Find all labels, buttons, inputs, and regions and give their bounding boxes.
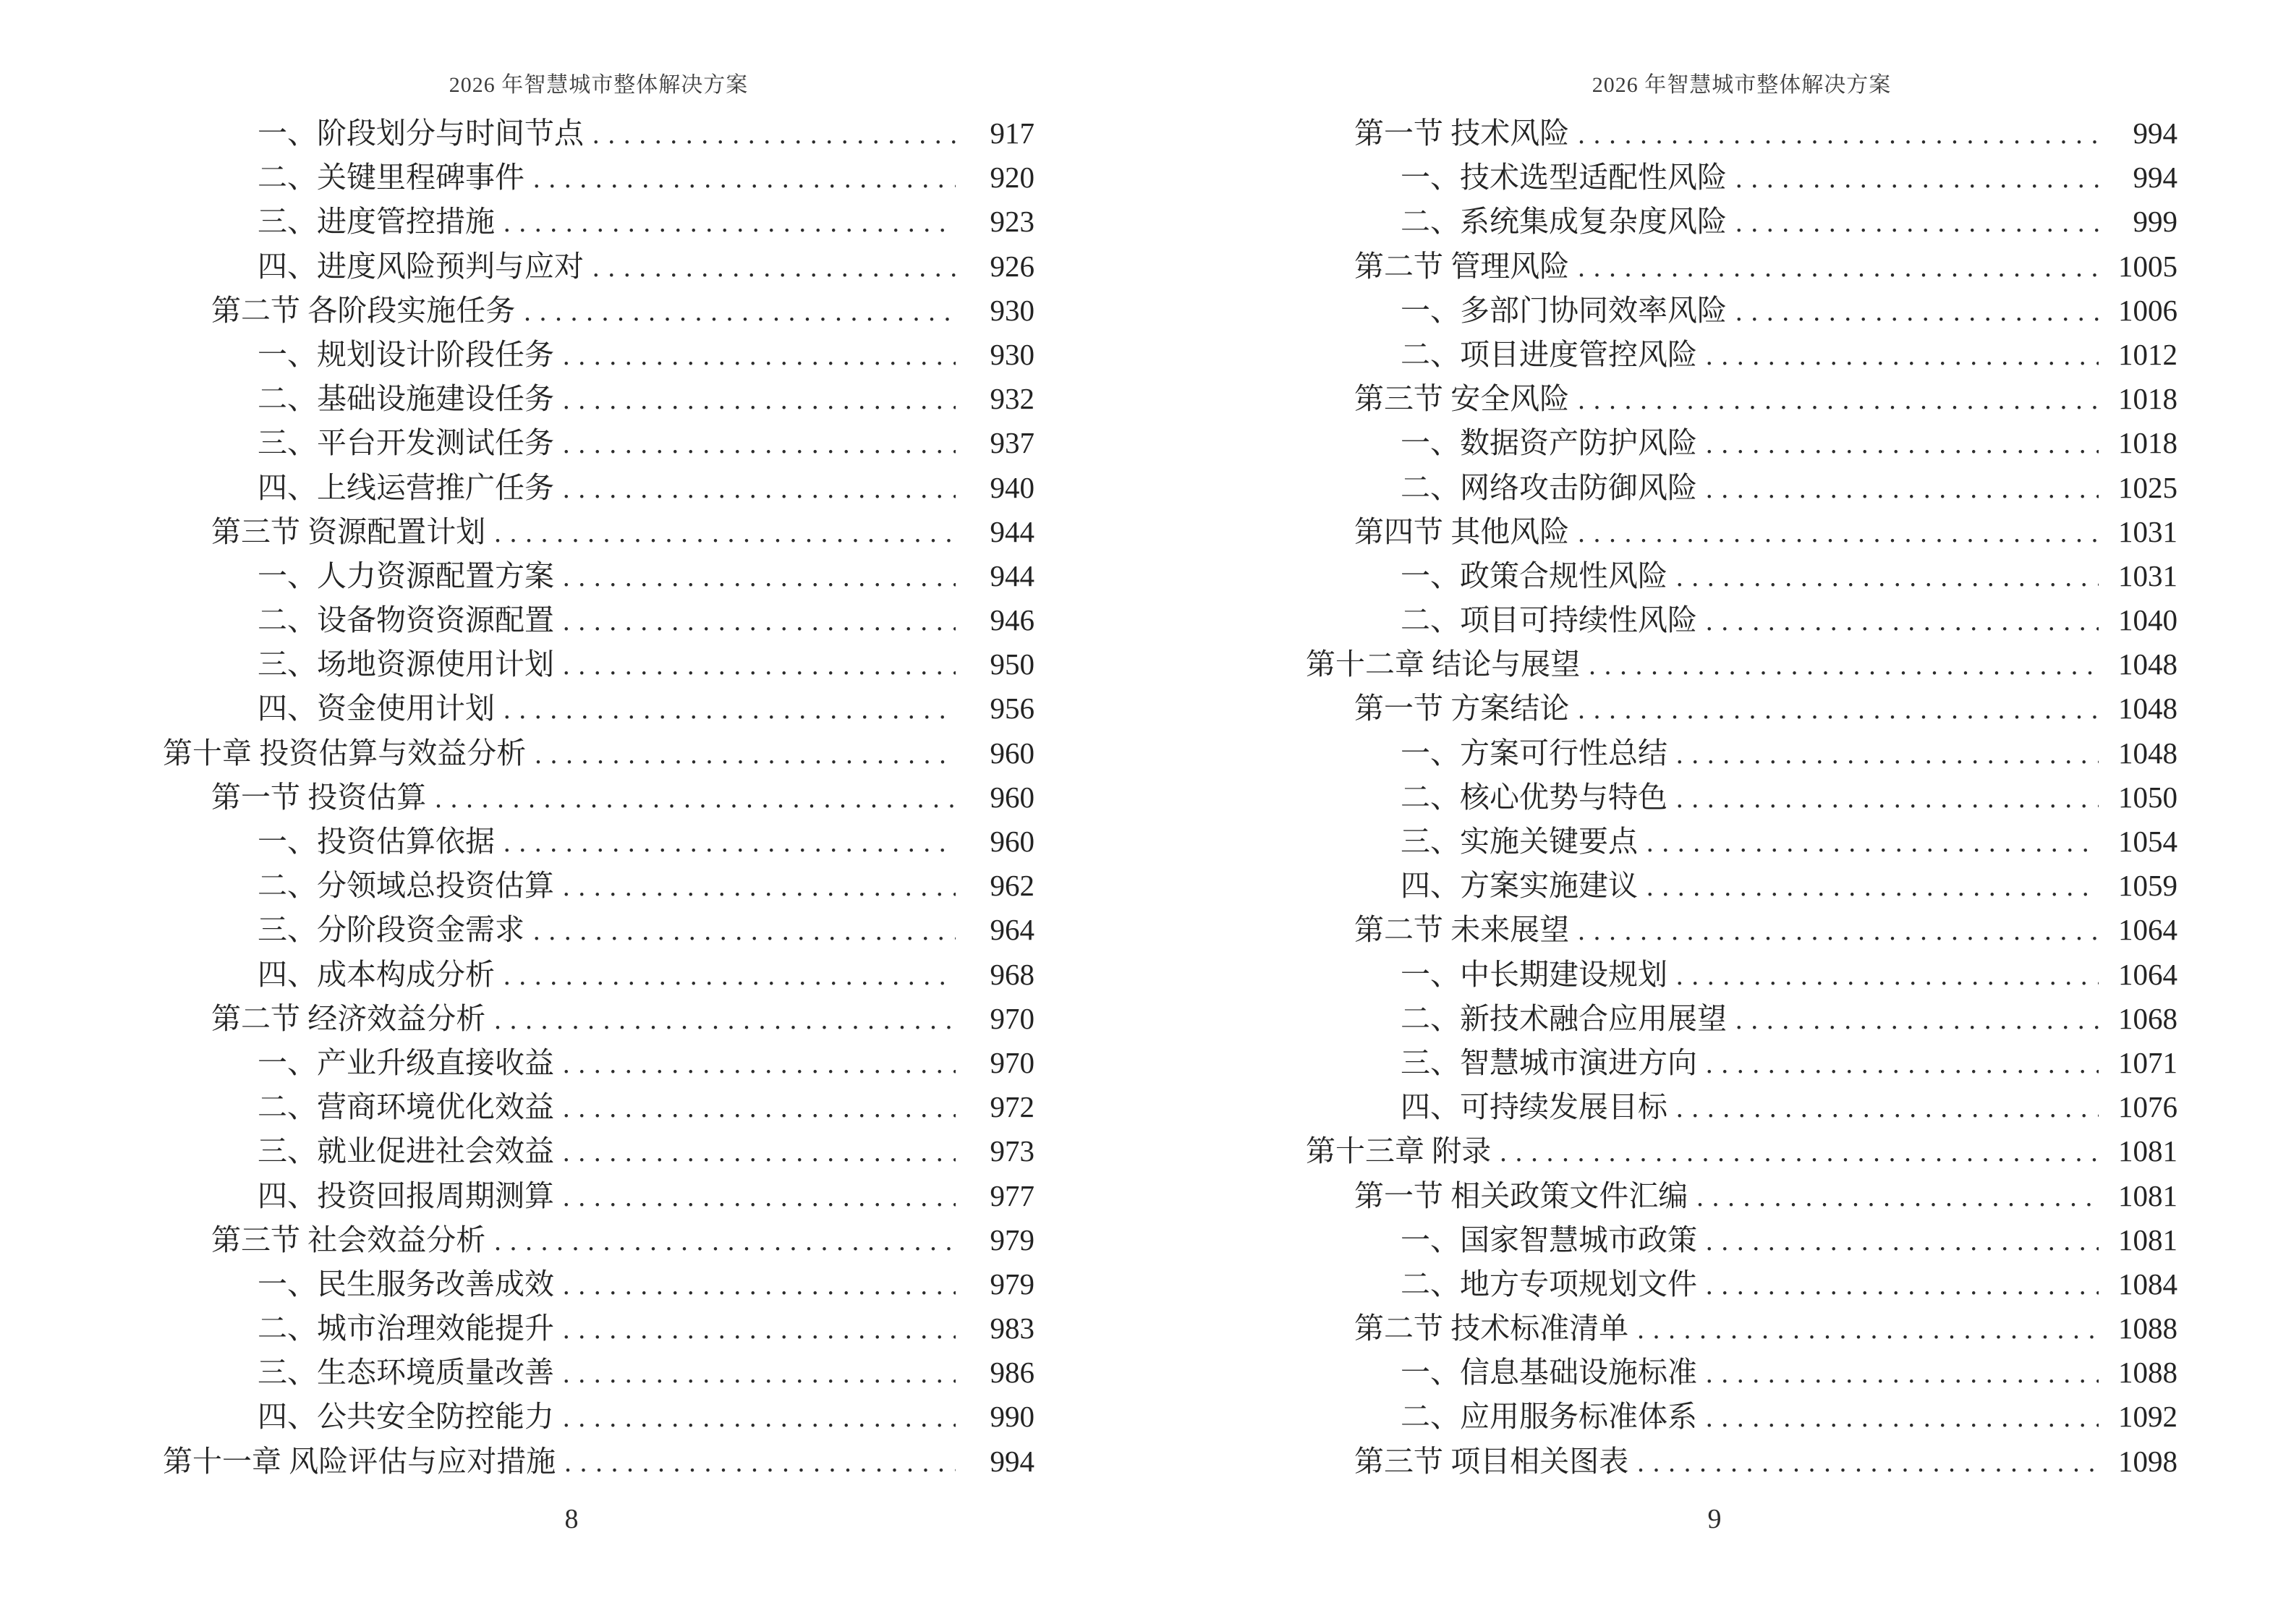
toc-entry	[163, 731, 1034, 775]
toc-entry-page: 923	[990, 205, 1034, 239]
dot-leader	[1646, 820, 2099, 865]
toc-entry-page: 994	[990, 1444, 1034, 1478]
toc-entry-page: 999	[2133, 205, 2177, 239]
toc-entry	[1306, 1351, 2177, 1395]
toc-entry-page: 932	[990, 382, 1034, 416]
dot-leader	[1735, 156, 2099, 201]
dot-leader	[563, 1351, 956, 1396]
toc-entry-page: 1076	[2118, 1090, 2177, 1124]
toc-entry-page: 960	[990, 780, 1034, 814]
toc-entry-title: 二、分领域总投资估算	[258, 869, 554, 903]
dot-leader	[494, 997, 956, 1042]
toc-entry-title: 第一节 相关政策文件汇编	[1354, 1178, 1688, 1212]
toc-entry-title: 一、产业升级直接收益	[258, 1045, 554, 1079]
toc-entry-title: 第一节 方案结论	[1354, 692, 1570, 726]
toc-entry-page: 1092	[2118, 1400, 2177, 1434]
toc-entry-title: 第二节 未来展望	[1354, 913, 1570, 947]
toc-entry-page: 1098	[2118, 1444, 2177, 1478]
dot-leader	[494, 510, 956, 556]
toc-entry-title: 一、民生服务改善成效	[258, 1267, 554, 1301]
toc-entry-page: 1081	[2118, 1134, 2177, 1168]
toc-entry	[1306, 686, 2177, 731]
toc-entry	[163, 377, 1034, 421]
toc-entry-title: 三、场地资源使用计划	[258, 647, 554, 681]
toc-entry-title: 三、进度管控措施	[258, 205, 495, 239]
dot-leader	[1706, 1351, 2099, 1396]
toc-entry	[1306, 1174, 2177, 1218]
dot-leader	[1637, 1306, 2099, 1352]
toc-entry-title: 四、方案实施建议	[1401, 869, 1638, 903]
toc-entry	[163, 466, 1034, 510]
toc-entry-page: 1084	[2118, 1267, 2177, 1301]
toc-entry	[1306, 775, 2177, 820]
dot-leader	[563, 598, 956, 644]
dot-leader	[563, 333, 956, 378]
toc-entry-title: 四、投资回报周期测算	[258, 1178, 554, 1212]
toc-entry-title: 第一节 投资估算	[211, 780, 427, 814]
toc-entry-title: 第十章 投资估算与效益分析	[163, 736, 527, 770]
dot-leader	[1706, 1218, 2099, 1264]
toc-entry-page: 1040	[2118, 603, 2177, 637]
document-header: 2026 年智慧城市整体解决方案	[449, 73, 749, 97]
toc-entry-page: 979	[990, 1223, 1034, 1257]
dot-leader	[1676, 554, 2099, 600]
toc-entry-page: 1064	[2118, 957, 2177, 991]
dot-leader	[1735, 289, 2099, 334]
toc-entry-title: 一、方案可行性总结	[1401, 736, 1667, 770]
toc-entry	[163, 864, 1034, 908]
toc-entry	[1306, 1085, 2177, 1129]
dot-leader	[563, 377, 956, 422]
toc-entry	[163, 200, 1034, 244]
toc-entry-page: 1064	[2118, 913, 2177, 947]
dot-leader	[592, 111, 956, 157]
dot-leader	[1578, 510, 2099, 556]
toc-entry-title: 第三节 社会效益分析	[211, 1223, 486, 1257]
toc-entry-page: 1088	[2118, 1356, 2177, 1390]
toc-entry-page: 930	[990, 293, 1034, 327]
toc-entry	[163, 686, 1034, 731]
toc-entry	[1306, 1262, 2177, 1306]
toc-list	[1306, 111, 2177, 1484]
toc-entry	[163, 775, 1034, 820]
toc-entry-title: 第十三章 附录	[1306, 1134, 1492, 1168]
dot-leader	[563, 1262, 956, 1308]
dot-leader	[1706, 421, 2099, 467]
toc-entry-page: 1031	[2118, 558, 2177, 592]
toc-entry-title: 二、设备物资资源配置	[258, 603, 554, 637]
toc-entry-title: 三、平台开发测试任务	[258, 426, 554, 460]
dot-leader	[1646, 864, 2099, 909]
toc-entry-page: 1018	[2118, 382, 2177, 416]
toc-entry-title: 一、规划设计阶段任务	[258, 337, 554, 371]
toc-entry-title: 第二节 经济效益分析	[211, 1001, 486, 1035]
toc-entry-title: 二、地方专项规划文件	[1401, 1267, 1697, 1301]
toc-entry	[1306, 864, 2177, 908]
toc-entry-page: 1031	[2118, 514, 2177, 548]
dot-leader	[563, 554, 956, 600]
dot-leader	[535, 731, 956, 777]
dot-leader	[563, 1129, 956, 1175]
toc-entry-title: 第二节 技术标准清单	[1354, 1311, 1629, 1345]
toc-entry	[1306, 642, 2177, 686]
toc-entry-title: 一、政策合规性风险	[1401, 558, 1667, 592]
toc-entry-title: 二、关键里程碑事件	[258, 161, 524, 195]
dot-leader	[1706, 1395, 2099, 1440]
toc-entry-page: 950	[990, 647, 1034, 681]
toc-entry	[1306, 997, 2177, 1041]
toc-entry-title: 四、进度风险预判与应对	[258, 249, 584, 283]
toc-entry-page: 1088	[2118, 1311, 2177, 1345]
toc-entry	[163, 953, 1034, 997]
toc-entry-title: 第三节 资源配置计划	[211, 514, 486, 548]
toc-entry-title: 一、技术选型适配性风险	[1401, 161, 1727, 195]
toc-entry-page: 960	[990, 825, 1034, 858]
toc-entry-page: 979	[990, 1267, 1034, 1301]
toc-entry-title: 第十二章 结论与展望	[1306, 647, 1581, 681]
toc-entry-page: 926	[990, 249, 1034, 283]
dot-leader	[533, 908, 956, 953]
toc-entry-page: 964	[990, 913, 1034, 947]
toc-entry	[163, 642, 1034, 686]
dot-leader	[563, 466, 956, 511]
toc-entry-page: 940	[990, 470, 1034, 504]
toc-entry-page: 1068	[2118, 1001, 2177, 1035]
toc-entry	[1306, 1306, 2177, 1351]
toc-entry	[1306, 1218, 2177, 1262]
toc-entry-page: 1081	[2118, 1178, 2177, 1212]
dot-leader	[563, 1395, 956, 1440]
toc-entry-title: 二、网络攻击防御风险	[1401, 470, 1697, 504]
toc-entry	[163, 1262, 1034, 1306]
toc-entry-title: 三、生态环境质量改善	[258, 1356, 554, 1390]
toc-entry-page: 983	[990, 1311, 1034, 1345]
toc-entry-page: 1048	[2118, 736, 2177, 770]
dot-leader	[563, 864, 956, 909]
toc-entry	[163, 156, 1034, 200]
toc-entry-title: 一、国家智慧城市政策	[1401, 1223, 1697, 1257]
toc-entry-title: 一、多部门协同效率风险	[1401, 293, 1727, 327]
toc-entry	[163, 510, 1034, 554]
toc-entry	[1306, 953, 2177, 997]
toc-entry	[1306, 245, 2177, 289]
toc-entry-page: 1050	[2118, 780, 2177, 814]
toc-entry	[163, 598, 1034, 642]
toc-entry	[1306, 554, 2177, 598]
toc-entry	[1306, 1041, 2177, 1085]
dot-leader	[1500, 1129, 2099, 1175]
toc-entry-page: 1018	[2118, 426, 2177, 460]
toc-entry-page: 1054	[2118, 825, 2177, 858]
toc-entry	[1306, 333, 2177, 377]
toc-entry-page: 994	[2133, 116, 2177, 150]
dot-leader	[1706, 1262, 2099, 1308]
dot-leader	[1637, 1440, 2099, 1485]
toc-entry-page: 956	[990, 692, 1034, 726]
toc-entry-title: 一、阶段划分与时间节点	[258, 116, 584, 150]
dot-leader	[533, 156, 956, 201]
toc-entry-page: 917	[990, 116, 1034, 150]
toc-entry	[163, 111, 1034, 156]
toc-entry-title: 三、实施关键要点	[1401, 825, 1638, 858]
page-number: 8	[564, 1504, 579, 1534]
toc-entry-page: 973	[990, 1134, 1034, 1168]
toc-entry-title: 四、成本构成分析	[258, 957, 495, 991]
dot-leader	[503, 953, 956, 998]
toc-entry	[163, 1306, 1034, 1351]
toc-entry-page: 1071	[2118, 1045, 2177, 1079]
toc-entry-page: 994	[2133, 161, 2177, 195]
toc-entry	[163, 1395, 1034, 1439]
toc-entry-title: 第十一章 风险评估与应对措施	[163, 1444, 556, 1478]
dot-leader	[1589, 642, 2099, 688]
toc-entry	[163, 1085, 1034, 1129]
toc-entry	[163, 997, 1034, 1041]
toc-entry-page: 944	[990, 514, 1034, 548]
toc-entry	[163, 1440, 1034, 1484]
toc-entry-page: 1005	[2118, 249, 2177, 283]
toc-entry-title: 三、分阶段资金需求	[258, 913, 524, 947]
dot-leader	[1578, 686, 2099, 732]
toc-entry	[163, 554, 1034, 598]
dot-leader	[564, 1440, 956, 1485]
toc-entry-page: 970	[990, 1001, 1034, 1035]
toc-entry-title: 二、核心优势与特色	[1401, 780, 1667, 814]
toc-entry-page: 944	[990, 558, 1034, 592]
toc-entry-title: 三、就业促进社会效益	[258, 1134, 554, 1168]
dot-leader	[1578, 377, 2099, 422]
toc-entry-page: 977	[990, 1178, 1034, 1212]
page-9	[1143, 0, 2286, 1624]
dot-leader	[1706, 333, 2099, 378]
dot-leader	[1706, 598, 2099, 644]
toc-entry-title: 第三节 安全风险	[1354, 382, 1570, 416]
toc-entry	[1306, 731, 2177, 775]
toc-entry	[163, 1218, 1034, 1262]
toc-entry	[1306, 820, 2177, 864]
toc-entry-title: 第二节 各阶段实施任务	[211, 293, 516, 327]
toc-entry	[163, 245, 1034, 289]
toc-entry-page: 1048	[2118, 647, 2177, 681]
toc-entry-title: 第二节 管理风险	[1354, 249, 1570, 283]
toc-entry-page: 972	[990, 1090, 1034, 1124]
dot-leader	[1706, 466, 2099, 511]
dot-leader	[1676, 953, 2099, 998]
toc-entry-title: 二、应用服务标准体系	[1401, 1400, 1697, 1434]
toc-entry-page: 1012	[2118, 337, 2177, 371]
dot-leader	[494, 1218, 956, 1264]
toc-entry-title: 三、智慧城市演进方向	[1401, 1045, 1697, 1079]
toc-entry	[163, 1129, 1034, 1173]
toc-entry	[1306, 111, 2177, 156]
toc-entry-title: 第一节 技术风险	[1354, 116, 1570, 150]
toc-entry-title: 一、信息基础设施标准	[1401, 1356, 1697, 1390]
toc-entry-page: 1006	[2118, 293, 2177, 327]
dot-leader	[1706, 1041, 2099, 1087]
toc-entry-title: 第四节 其他风险	[1354, 514, 1570, 548]
toc-entry-title: 四、上线运营推广任务	[258, 470, 554, 504]
dot-leader	[524, 289, 956, 334]
dot-leader	[1578, 908, 2099, 953]
toc-entry	[1306, 377, 2177, 421]
toc-entry-page: 960	[990, 736, 1034, 770]
toc-entry	[163, 421, 1034, 465]
toc-entry-title: 一、数据资产防护风险	[1401, 426, 1697, 460]
toc-entry	[1306, 510, 2177, 554]
toc-entry-title: 四、资金使用计划	[258, 692, 495, 726]
toc-entry-page: 1025	[2118, 470, 2177, 504]
dot-leader	[1676, 775, 2099, 821]
dot-leader	[592, 245, 956, 290]
dot-leader	[563, 421, 956, 467]
dot-leader	[1578, 245, 2099, 290]
toc-entry	[163, 1041, 1034, 1085]
toc-entry-title: 二、系统集成复杂度风险	[1401, 205, 1727, 239]
toc-entry	[1306, 1440, 2177, 1484]
toc-entry-page: 990	[990, 1400, 1034, 1434]
toc-entry-page: 962	[990, 869, 1034, 903]
toc-entry-page: 970	[990, 1045, 1034, 1079]
dot-leader	[1578, 111, 2099, 157]
dot-leader	[1676, 731, 2099, 777]
toc-entry-title: 二、新技术融合应用展望	[1401, 1001, 1727, 1035]
toc-entry	[1306, 421, 2177, 465]
toc-entry	[1306, 908, 2177, 952]
dot-leader	[563, 1041, 956, 1087]
dot-leader	[503, 200, 956, 245]
toc-entry-title: 二、基础设施建设任务	[258, 382, 554, 416]
toc-entry	[1306, 156, 2177, 200]
document-header: 2026 年智慧城市整体解决方案	[1592, 73, 1892, 97]
toc-entry-title: 四、可持续发展目标	[1401, 1090, 1667, 1124]
toc-entry-page: 930	[990, 337, 1034, 371]
toc-entry-title: 二、营商环境优化效益	[258, 1090, 554, 1124]
dot-leader	[1735, 200, 2099, 245]
toc-entry-page: 1048	[2118, 692, 2177, 726]
toc-entry-title: 一、中长期建设规划	[1401, 957, 1667, 991]
toc-entry-page: 946	[990, 603, 1034, 637]
dot-leader	[503, 686, 956, 732]
dot-leader	[563, 1174, 956, 1220]
toc-entry-title: 第三节 项目相关图表	[1354, 1444, 1629, 1478]
toc-entry	[163, 908, 1034, 952]
toc-entry-title: 二、城市治理效能提升	[258, 1311, 554, 1345]
dot-leader	[1676, 1085, 2099, 1131]
toc-entry-page: 937	[990, 426, 1034, 460]
dot-leader	[1696, 1174, 2099, 1220]
page-number: 9	[1707, 1504, 1722, 1534]
toc-list	[163, 111, 1034, 1484]
toc-entry	[1306, 1129, 2177, 1173]
toc-entry-page: 1081	[2118, 1223, 2177, 1257]
toc-entry-title: 一、人力资源配置方案	[258, 558, 554, 592]
toc-entry	[1306, 289, 2177, 333]
dot-leader	[563, 642, 956, 688]
toc-entry-title: 四、公共安全防控能力	[258, 1400, 554, 1434]
toc-entry	[163, 820, 1034, 864]
toc-entry-page: 920	[990, 161, 1034, 195]
toc-entry	[163, 1351, 1034, 1395]
toc-entry	[1306, 598, 2177, 642]
toc-entry-title: 一、投资估算依据	[258, 825, 495, 858]
toc-entry	[1306, 200, 2177, 244]
toc-entry-title: 二、项目可持续性风险	[1401, 603, 1697, 637]
toc-entry	[1306, 466, 2177, 510]
toc-entry	[163, 1174, 1034, 1218]
toc-entry	[163, 289, 1034, 333]
dot-leader	[563, 1306, 956, 1352]
toc-entry	[163, 333, 1034, 377]
dot-leader	[503, 820, 956, 865]
dot-leader	[563, 1085, 956, 1131]
toc-entry-title: 二、项目进度管控风险	[1401, 337, 1697, 371]
toc-entry	[1306, 1395, 2177, 1439]
toc-entry-page: 968	[990, 957, 1034, 991]
dot-leader	[435, 775, 956, 821]
toc-entry-page: 1059	[2118, 869, 2177, 903]
toc-entry-page: 986	[990, 1356, 1034, 1390]
dot-leader	[1735, 997, 2099, 1042]
